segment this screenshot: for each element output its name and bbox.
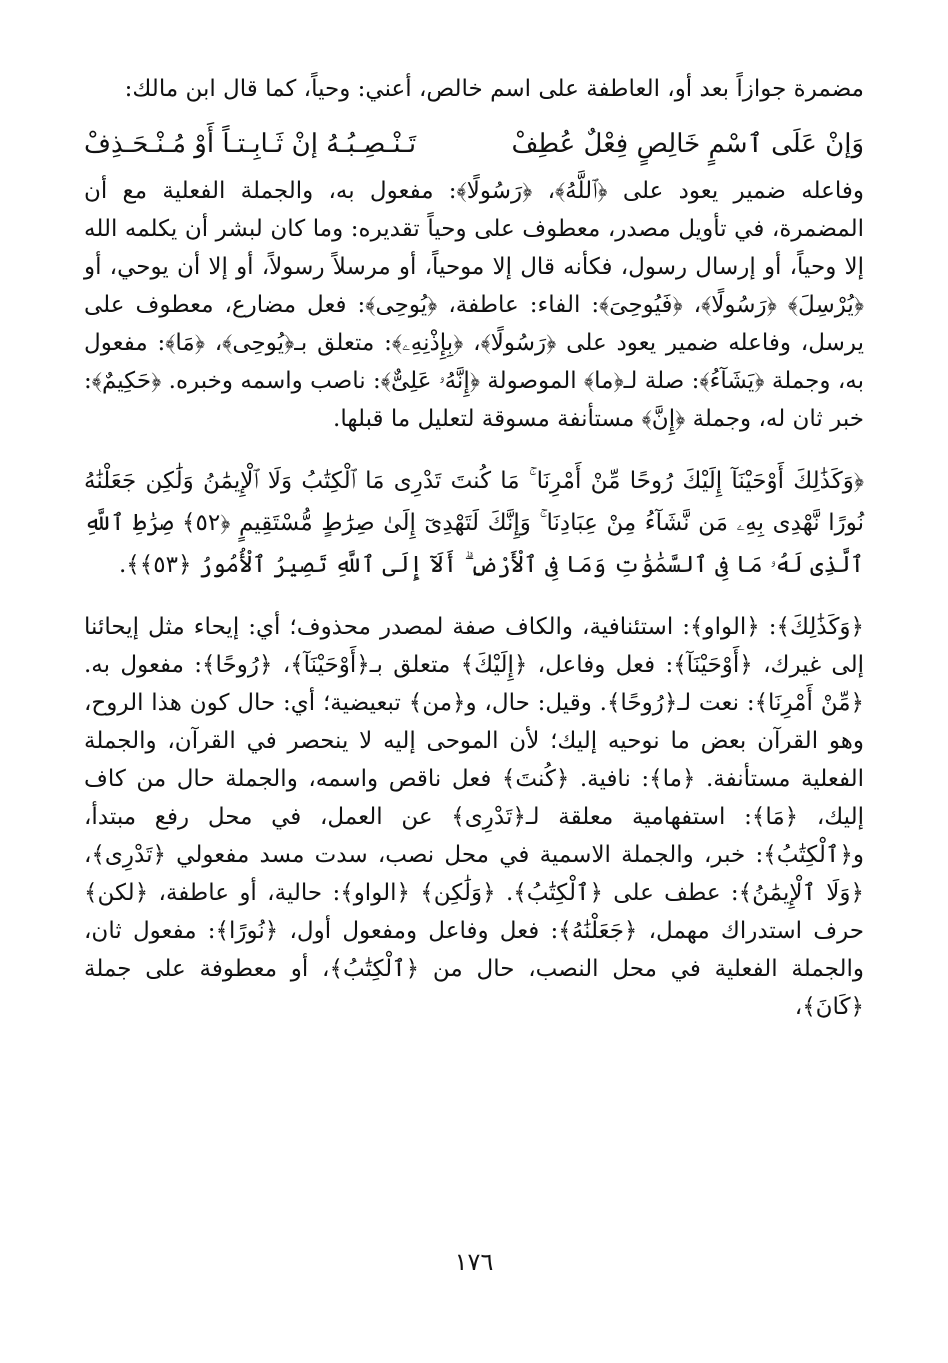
quran-verse: ﴿وَكَذَٰلِكَ أَوْحَيْنَآ إِلَيْكَ رُوحًا مِّنْ أَمْرِنَا ۚ مَا كُنتَ تَدْرِى مَا ٱلْكِتَٰبُ وَلَا ٱلْإِيمَٰنُ وَلَٰكِن جَعَلْنَٰهُ نُورًا نَّهْدِى بِهِۦ مَن نَّشَآءُ مِنْ عِبَادِنَا ۚ وَإِنَّكَ لَتَهْدِىٓ إِلَىٰ صِرَٰطٍ مُّسْتَقِيمٍ ﴿٥٢﴾ صِرَٰطِ ٱللَّهِ ٱلَّذِى لَهُۥ مَا فِى ٱلسَّمَٰوَٰتِ وَمَا فِى ٱلْأَرْضِ ۗ أَلَآ إِلَى ٱللَّهِ تَصِيرُ ٱلْأُمُورُ ﴿٥٣﴾﴾. xyxy=(84,468,864,578)
page-number: ١٧٦ xyxy=(454,1248,494,1276)
analysis-paragraph-1: وفاعله ضمير يعود على ﴿ٱللَّهُ﴾، ﴿رَسُولًا﴾: مفعول به، والجملة الفعلية مع أن المضمرة، في تأويل مصدر، معطوف على وحياً تقديره: وما كان لبشر أن يكلمه الله إلا وحياً، أو إرسال رسول، فكأنه قال إلا موحياً، أو مرسلاً رسولاً، أو إلا أن يوحي، أو ﴿يُرْسِلَ﴾ ﴿رَسُولًا﴾، ﴿فَيُوحِىَ﴾: الفاء: عاطفة، ﴿يُوحِى﴾: فعل مضارع، معطوف على يرسل، وفاعله ضمير يعود على ﴿رَسُولًا﴾، ﴿بِإِذْنِهِۦ﴾: متعلق بـ﴿يُوحِى﴾، ﴿مَا﴾: مفعول به، وجملة ﴿يَشَآءُ﴾: صلة لـ﴿ما﴾ الموصولة ﴿إِنَّهُۥ عَلِىٌّ﴾: ناصب واسمه وخبره. ﴿حَكِيمٌ﴾: خبر ثان له، وجملة ﴿إِنَّ﴾ مستأنفة مسوقة لتعليل ما قبلها. xyxy=(84,178,864,432)
poem-verse xyxy=(84,124,864,164)
poem-hemistich-1: وَإنْ عَلَى ٱسْمٍ خَالِصٍ فِعْلٌ عُطِفْ xyxy=(511,129,864,159)
poem-hemistich-2: تَـنْـصِـبُـهُ إنْ ثَـابِـتـاً أَوْ مُـنْـحَـذِفْ xyxy=(84,129,417,159)
analysis-paragraph-2: ﴿وَكَذَٰلِكَ﴾: ﴿الواو﴾: استئنافية، والكاف صفة لمصدر محذوف؛ أي: إيحاء مثل إيحائنا إلى غيرك، ﴿أَوْحَيْنَآ﴾: فعل وفاعل، ﴿إِلَيْكَ﴾ متعلق بـ﴿أَوْحَيْنَآ﴾، ﴿رُوحًا﴾: مفعول به. ﴿مِّنْ أَمْرِنَا﴾: نعت لـ﴿رُوحًا﴾. وقيل: حال، و﴿من﴾ تبعيضية؛ أي: حال كون هذا الروح، وهو القرآن بعض ما نوحيه إليك؛ لأن الموحى إليه لا ينحصر في القرآن، والجملة الفعلية مستأنفة. ﴿ما﴾: نافية. ﴿كُنتَ﴾ فعل ناقص واسمه، والجملة حال من كاف إليك، ﴿مَا﴾: استفهامية معلقة لـ﴿تَدْرِى﴾ عن العمل، في محل رفع مبتدأ، و﴿ٱلْكِتَٰبُ﴾: خبر، والجملة الاسمية في محل نصب، سدت مسد مفعولي ﴿تَدْرِى﴾، ﴿وَلَا ٱلْإِيمَٰنُ﴾: عطف على ﴿ٱلْكِتَٰبُ﴾. ﴿وَلَٰكِن﴾ ﴿الواو﴾: حالية، أو عاطفة، ﴿لكن﴾ حرف استدراك مهمل، ﴿جَعَلْنَٰهُ﴾: فعل وفاعل ومفعول أول، ﴿نُورًا﴾: مفعول ثان، والجملة الفعلية في محل النصب، حال من ﴿ٱلْكِتَٰبُ﴾، أو معطوفة على جملة ﴿كَانَ﴾، xyxy=(84,614,864,1020)
intro-paragraph: مضمرة جوازاً بعد أو، العاطفة على اسم خالص، أعني: وحياً، كما قال ابن مالك: xyxy=(124,76,864,102)
